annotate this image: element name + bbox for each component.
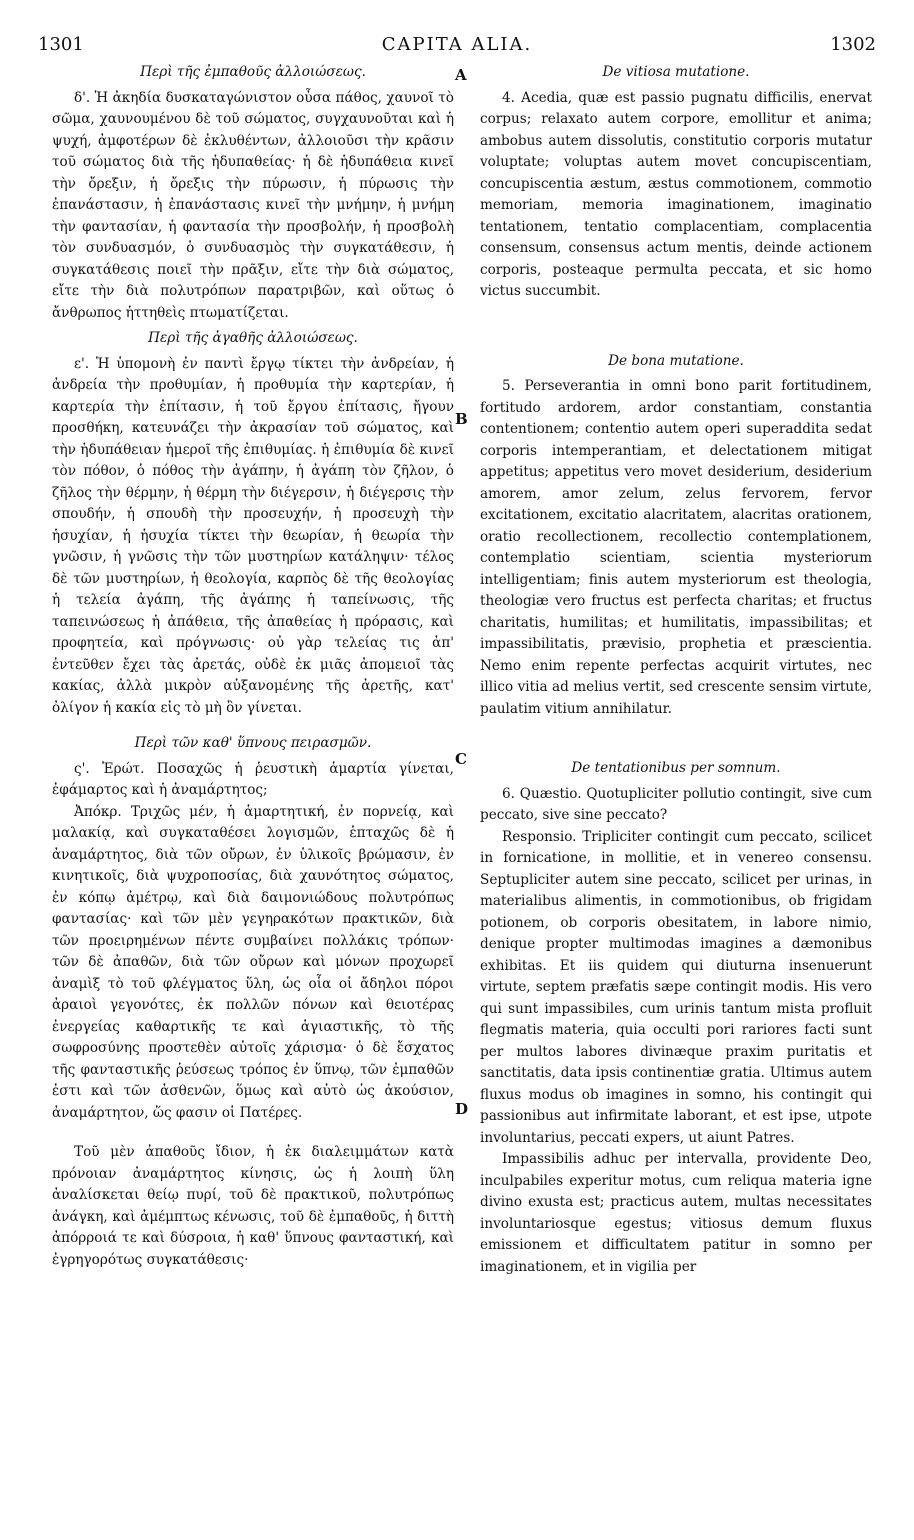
section-6-answer-latin: Responsio. Tripliciter contingit cum peccato, scilicet in fornicatione, in mollitie, et in venereo consensu. Septupliciter autem sine peccato, scilicet per urinas, in materialibus alimentis, in commotionibus, ob frigidam potionem, ob corporis obesitatem, in labore nimio, denique propter multimodas imagines a dæmonibus exhibitas. Et iis quidem qui diuturna insenuerunt virtute, septem præfatis sæpe contingit modis. His vero qui sunt impassibiles, cum urinis tantum mista profluit flegmatis materia, quia occulti pori rariores facti sunt per multos labores divinæque praxim puritatis et sanctitatis, data ipsis continentiæ gratia. Ultimus autem fluxus modus ob imagines in somno, his contingit qui passionibus aut infirmitate laborant, et est ipse, utpote involuntarius, peccati expers, ut aiunt Patres. (480, 828, 872, 1146)
section-6-question-greek: ς'. Ἐρώτ. Ποσαχῶς ἡ ῥευστικὴ ἁμαρτία γίνεται, ἐφάμαρτος καὶ ἡ ἀναμάρτητος; (52, 760, 454, 798)
section-4-title-greek: Περὶ τῆς ἐμπαθοῦς ἀλλοιώσεως. (140, 64, 366, 80)
section-5-text-greek: ε'. Ἡ ὑπομονὴ ἐν παντὶ ἔργῳ τίκτει τὴν ἀνδρείαν, ἡ ἀνδρεία τὴν προθυμίαν, ἡ προθυμία τὴν καρτερίαν, ἡ καρτερία τὴν ἐπίτασιν, ἡ τοῦ ἔργου ἐπίτασις, ἤγουν προσθήκη, κατευνάζει τὴν ἀκρασίαν τοῦ σώματος, καὶ τὴν ἡδυπάθειαν ἡμεροῖ τῆς ἐπιθυμίας. ἡ ἐπιθυμία δὲ κινεῖ τὸν πόθον, ὁ πόθος τὴν ἀγάπην, ἡ ἀγάπη τὸν ζῆλον, ὁ ζῆλος τὴν θέρμην, ἡ θέρμη τὴν διέγερσιν, ἡ διέγερσις τὴν σπουδήν, ἡ σπουδὴ τὴν προσευχήν, ἡ προσευχὴ τὴν ἡσυχίαν, ἡ ἡσυχία τίκτει τὴν θεωρίαν, ἡ θεωρία τὴν γνῶσιν, ἡ γνῶσις τὴν τῶν μυστηρίων κατάληψιν· τέλος δὲ τῶν μυστηρίων, ἡ θεολογία, καρπὸς δὲ τῆς θεολογίας ἡ τελεία ἀγάπη, τῆς ἀγάπης ἡ ταπείνωσις, τῆς ταπεινώσεως ἡ ἀπάθεια, τῆς ἀπαθείας ἡ πρόρασις, καὶ προφητεία, καὶ πρόγνωσις· οὐ γὰρ τελείας τις ἀπ' ἐντεῦθεν ἔχει τὰς ἀρετάς, οὐδὲ ἐκ μιᾶς ἀπομειοῖ τὰς κακίας, ἀλλὰ μικρὸν αὐξανομένης τῆς ἀρετῆς, κατ' ὀλίγον ἡ κακία εἰς τὸ μὴ ὂν γίνεται. (52, 355, 454, 716)
section-6-answer-greek: Ἀπόκρ. Τριχῶς μέν, ἡ ἁμαρτητική, ἐν πορνείᾳ, καὶ μαλακίᾳ, καὶ συγκαταθέσει λογισμῶν, ἑπταχῶς δὲ ἡ ἀναμάρτητος, διὰ τῶν οὔρων, ἐν ὑλικοῖς βρώμασιν, ἐν κινητικοῖς, διὰ ψυχροποσίας, διὰ χαυνότητος σώματος, ἐν κόπῳ ἀμέτρῳ, καὶ διὰ δαιμονιώδους πολυτρόπως φαντασίας· καὶ τῶν μὲν γεγηρακότων πρακτικῶν, διὰ τῶν προειρημένων πέντε συμβαίνει πολλάκις τρόπων· τῶν δὲ ἀπαθῶν, διὰ τῶν οὔρων καὶ μόνων προχωρεῖ ἀναμὶξ τὸ τοῦ φλέγματος ὕλη, ὡς οἷα οἱ ἄδηλοι πόροι ἀραιοὶ γεγονότες, ἐκ πολλῶν πόνων καὶ θειοτέρας ἐνεργείας καθαρτικῆς τε καὶ ἁγιαστικῆς, τὸ τῆς σωφροσύνης προστεθὲν αὐτοῖς χάρισμα· ὁ δὲ ἔσχατος τῆς φανταστικῆς ῥεύσεως τρόπος ἐν ὕπνῳ, τῶν ἐμπαθῶν ἐστι καὶ τῶν ἀσθενῶν, ὅμως καὶ αὐτὸ ὡς ἀκούσιον, ἀναμάρτητον, ὥς φασιν οἱ Πατέρες. (52, 803, 454, 1121)
margin-mark-a: A (455, 66, 467, 84)
section-6-title-greek: Περὶ τῶν καθ' ὕπνους πειρασμῶν. (134, 735, 372, 751)
greek-column (52, 62, 454, 1271)
page-number-right: 1302 (830, 34, 876, 55)
running-title: CAPITA ALIA. (381, 34, 533, 55)
section-4-text-latin: 4. Acedia, quæ est passio pugnatu difficilis, enervat corpus; relaxato autem corpore, emollitur et anima; ambobus autem dissolutis, constitutio corporis mutatur voluptate; voluptas autem movet concupiscentiam, concupiscentia æstum, æstus commotionem, commotio memoriam, memoria imaginationem, imaginatio tentationem, tentatio complacentiam, complacentia consensum, consensus actum mentis, deinde actionem corporis, posteaque permulta peccata, et sic homo victus succumbit. (480, 89, 872, 299)
closing-paragraph-latin: Impassibilis adhuc per intervalla, providente Deo, inculpabiles experitur motus, cum reliqua materia igne divino exusta est; practicus autem, multas necessitates involuntariosque egestus; vitiosus demum fluxus emissionem et difficultatem patitur in somno per imaginationem, et in vigilia per (480, 1151, 872, 1275)
margin-mark-b: B (455, 410, 468, 428)
latin-column (480, 62, 872, 1278)
closing-paragraph-greek: Τοῦ μὲν ἀπαθοῦς ἴδιον, ἡ ἐκ διαλειμμάτων κατὰ πρόνοιαν ἀναμάρτητος κίνησις, ὡς ἡ λοιπὴ ὕλη ἀναλίσκεται θείῳ πυρί, τοῦ δὲ πρακτικοῦ, πολυτρόπως ἀνάγκη, καὶ ἀμέμπτως κένωσις, τοῦ δὲ ἐμπαθοῦς, ἡ διττὴ ἀπόρροιά τε καὶ δύσροια, ἡ καθ' ὕπνους φανταστική, καὶ ἐγρηγορότως συγκατάθεσις· (52, 1144, 454, 1268)
section-4-title-latin: De vitiosa mutatione. (602, 64, 750, 80)
page-header (38, 34, 876, 60)
section-6-title-latin: De tentationibus per somnum. (571, 760, 781, 776)
page-number-left: 1301 (38, 34, 84, 55)
section-5-text-latin: 5. Perseverantia in omni bono parit fortitudinem, fortitudo ardorem, ardor constantiam, constantia contentionem; contentio autem operi superaddita sedat corporis intemperantiam, et delectationem mitigat appetitus; appetitus vero movet desiderium, desiderium amorem, amor zelum, zelus fervorem, fervor excitationem, excitatio alacritatem, alacritas orationem, oratio recollectionem, recollectio contemplationem, contemplatio scientiam, scientia mysteriorum intelligentiam; finis autem mysteriorum est theologia, theologiæ vero fructus est perfecta charitas; et fructus charitatis, humilitas; et humilitatis, impassibilitas; et impassibilitatis, prævisio, prophetia et præscientia. Nemo enim repente perfectas acquirit virtutes, nec illico vitia ad melius vertit, sed crescente sensim virtute, paulatim vitium annihilatur. (480, 378, 872, 717)
margin-mark-c: C (455, 750, 467, 768)
margin-mark-d: D (455, 1100, 469, 1118)
section-4-text-greek: δ'. Ἡ ἀκηδία δυσκαταγώνιστον οὖσα πάθος, χαυνοῖ τὸ σῶμα, χαυνουμένου δὲ τοῦ σώματος, συγχαυνοῦται καὶ ἡ ψυχή, ἀμφοτέρων δὲ ἐκλυθέντων, ἀλλοιοῦσι τὴν κρᾶσιν τοῦ σώματος διὰ τῆς ἡδυπαθείας· ἡ δὲ ἡδυπάθεια κινεῖ τὴν ὄρεξιν, ἡ ὄρεξις τὴν πύρωσιν, ἡ πύρωσις τὴν ἐπανάστασιν, ἡ ἐπανάστασις κινεῖ τὴν μνήμην, ἡ μνήμη τὴν φαντασίαν, ἡ φαντασία τὴν προσβολήν, ἡ προσβολὴ τὸν συνδυασμόν, ὁ συνδυασμὸς τὴν συγκατάθεσιν, ἡ συγκατάθεσις ποιεῖ τὴν πρᾶξιν, εἴτε τὴν διὰ σώματος, εἴτε τὴν διὰ πολυτρόπων παρατριβῶν, καὶ οὕτως ὁ ἄνθρωπος ἡττηθεὶς πτωματίζεται. (52, 89, 454, 321)
section-5-title-latin: De bona mutatione. (608, 352, 744, 369)
section-6-question-latin: 6. Quæstio. Quotupliciter pollutio contingit, sive cum peccato, sive sine peccato? (480, 785, 872, 823)
section-5-title-greek: Περὶ τῆς ἀγαθῆς ἀλλοιώσεως. (148, 330, 358, 346)
